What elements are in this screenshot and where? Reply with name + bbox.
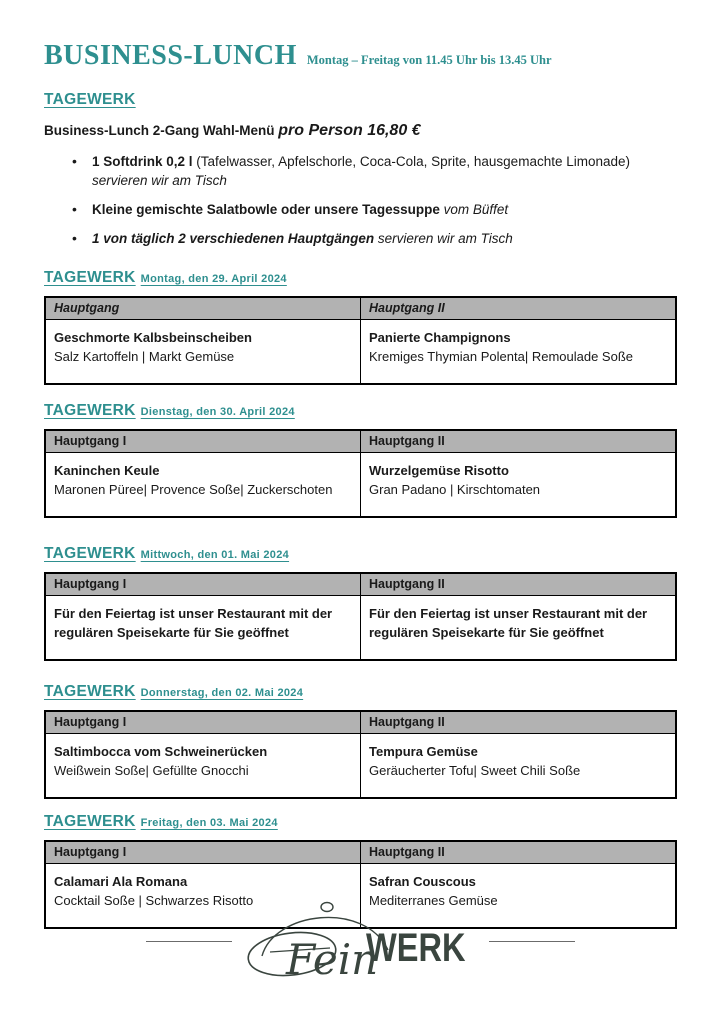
tagewerk-label: TAGEWERK xyxy=(44,683,136,700)
section-heading-tagewerk xyxy=(44,91,677,109)
menu-table-montag xyxy=(44,296,677,385)
holiday-notice-cell xyxy=(45,596,361,661)
dish-title: Saltimbocca vom Schweinerücken xyxy=(54,744,268,759)
salad-soup-bold: Kleine gemischte Salatbowle oder unsere Tagessuppe xyxy=(92,202,440,217)
brand-caps-text: WERK xyxy=(365,924,466,970)
column-header-hauptgang-2: Hauptgang II xyxy=(361,841,677,864)
dish-cell xyxy=(45,734,361,799)
dish-cell xyxy=(361,320,677,385)
document-header xyxy=(44,42,677,70)
holiday-notice-cell xyxy=(361,596,677,661)
menu-name: Business-Lunch 2-Gang Wahl-Menü xyxy=(44,123,275,138)
day-section-donnerstag xyxy=(44,683,677,799)
dish-sides: Maronen Püree| Provence Soße| Zuckerschoten xyxy=(54,482,333,497)
dish-title: Geschmorte Kalbsbeinscheiben xyxy=(54,330,252,345)
dish-cell xyxy=(45,320,361,385)
menu-conditions-list xyxy=(70,152,677,248)
list-item-salad-soup xyxy=(70,200,677,219)
day-date: Mittwoch, den 01. Mai 2024 xyxy=(140,549,290,561)
svg-text:Fein: Fein xyxy=(285,935,379,984)
day-date: Montag, den 29. April 2024 xyxy=(140,273,287,285)
page-title: BUSINESS-LUNCH xyxy=(44,40,297,71)
softdrink-service-note: servieren wir am Tisch xyxy=(92,173,227,188)
day-section-dienstag xyxy=(44,402,677,518)
menu-table-donnerstag xyxy=(44,710,677,799)
softdrink-options: (Tafelwasser, Apfelschorle, Coca-Cola, Sprite, hausgemachte Limonade) xyxy=(192,154,631,169)
tagewerk-label: TAGEWERK xyxy=(44,545,136,562)
column-header-hauptgang-2: Hauptgang II xyxy=(361,297,677,320)
menu-price: pro Person 16,80 € xyxy=(278,122,421,139)
dish-cell xyxy=(361,734,677,799)
page-subtitle: Montag – Freitag von 11.45 Uhr bis 13.45 Uhr xyxy=(306,53,552,67)
dish-title: Panierte Champignons xyxy=(369,330,511,345)
divider-line-left xyxy=(146,941,232,942)
column-header-hauptgang-2: Hauptgang II xyxy=(361,430,677,453)
column-header-hauptgang-1: Hauptgang I xyxy=(45,841,361,864)
dish-sides: Weißwein Soße| Gefüllte Gnocchi xyxy=(54,763,249,778)
tagewerk-label: TAGEWERK xyxy=(44,813,136,830)
day-date: Dienstag, den 30. April 2024 xyxy=(140,406,295,418)
footer-logo xyxy=(0,898,721,984)
dish-sides: Salz Kartoffeln | Markt Gemüse xyxy=(54,349,235,364)
column-header-hauptgang-1: Hauptgang I xyxy=(45,573,361,596)
day-heading-mittwoch xyxy=(44,545,677,563)
divider-line-right xyxy=(489,941,575,942)
salad-soup-note: vom Büffet xyxy=(439,202,509,217)
dish-sides: Mediterranes Gemüse xyxy=(369,893,498,908)
day-heading-freitag xyxy=(44,813,677,831)
day-date: Freitag, den 03. Mai 2024 xyxy=(140,817,278,829)
menu-intro-line xyxy=(44,122,677,140)
holiday-notice: Für den Feiertag ist unser Restaurant mit der regulären Speisekarte für Sie geöffnet xyxy=(54,606,333,640)
column-header-hauptgang-2: Hauptgang II xyxy=(361,573,677,596)
holiday-notice: Für den Feiertag ist unser Restaurant mit der regulären Speisekarte für Sie geöffnet xyxy=(369,606,648,640)
column-header-hauptgang-2: Hauptgang II xyxy=(361,711,677,734)
dish-cell xyxy=(361,453,677,518)
main-course-note: servieren wir am Tisch xyxy=(374,231,513,246)
dish-sides: Cocktail Soße | Schwarzes Risotto xyxy=(54,893,254,908)
dish-cell xyxy=(45,453,361,518)
tagewerk-label: TAGEWERK xyxy=(44,402,136,419)
day-section-montag xyxy=(44,269,677,385)
day-heading-dienstag xyxy=(44,402,677,420)
main-course-bold: 1 von täglich 2 verschiedenen Hauptgängen xyxy=(92,231,375,246)
brand-logo xyxy=(240,898,479,984)
column-header-hauptgang-1: Hauptgang I xyxy=(45,430,361,453)
dish-title: Tempura Gemüse xyxy=(369,744,478,759)
day-heading-donnerstag xyxy=(44,683,677,701)
dish-sides: Kremiges Thymian Polenta| Remoulade Soße xyxy=(369,349,633,364)
dish-sides: Geräucherter Tofu| Sweet Chili Soße xyxy=(369,763,581,778)
day-date: Donnerstag, den 02. Mai 2024 xyxy=(140,687,304,699)
dish-sides: Gran Padano | Kirschtomaten xyxy=(369,482,541,497)
tagewerk-label: TAGEWERK xyxy=(44,269,136,286)
menu-table-mittwoch xyxy=(44,572,677,661)
list-item-softdrink xyxy=(70,152,677,190)
column-header-hauptgang-1: Hauptgang xyxy=(45,297,361,320)
column-header-hauptgang-1: Hauptgang I xyxy=(45,711,361,734)
menu-table-dienstag xyxy=(44,429,677,518)
day-heading-montag xyxy=(44,269,677,287)
dish-title: Safran Couscous xyxy=(369,874,476,889)
day-section-mittwoch xyxy=(44,545,677,661)
softdrink-bold: 1 Softdrink 0,2 l xyxy=(92,154,193,169)
tagewerk-label: TAGEWERK xyxy=(44,91,136,108)
dish-title: Kaninchen Keule xyxy=(54,463,160,478)
list-item-main-course xyxy=(70,229,677,248)
dish-title: Calamari Ala Romana xyxy=(54,874,188,889)
dish-title: Wurzelgemüse Risotto xyxy=(369,463,509,478)
